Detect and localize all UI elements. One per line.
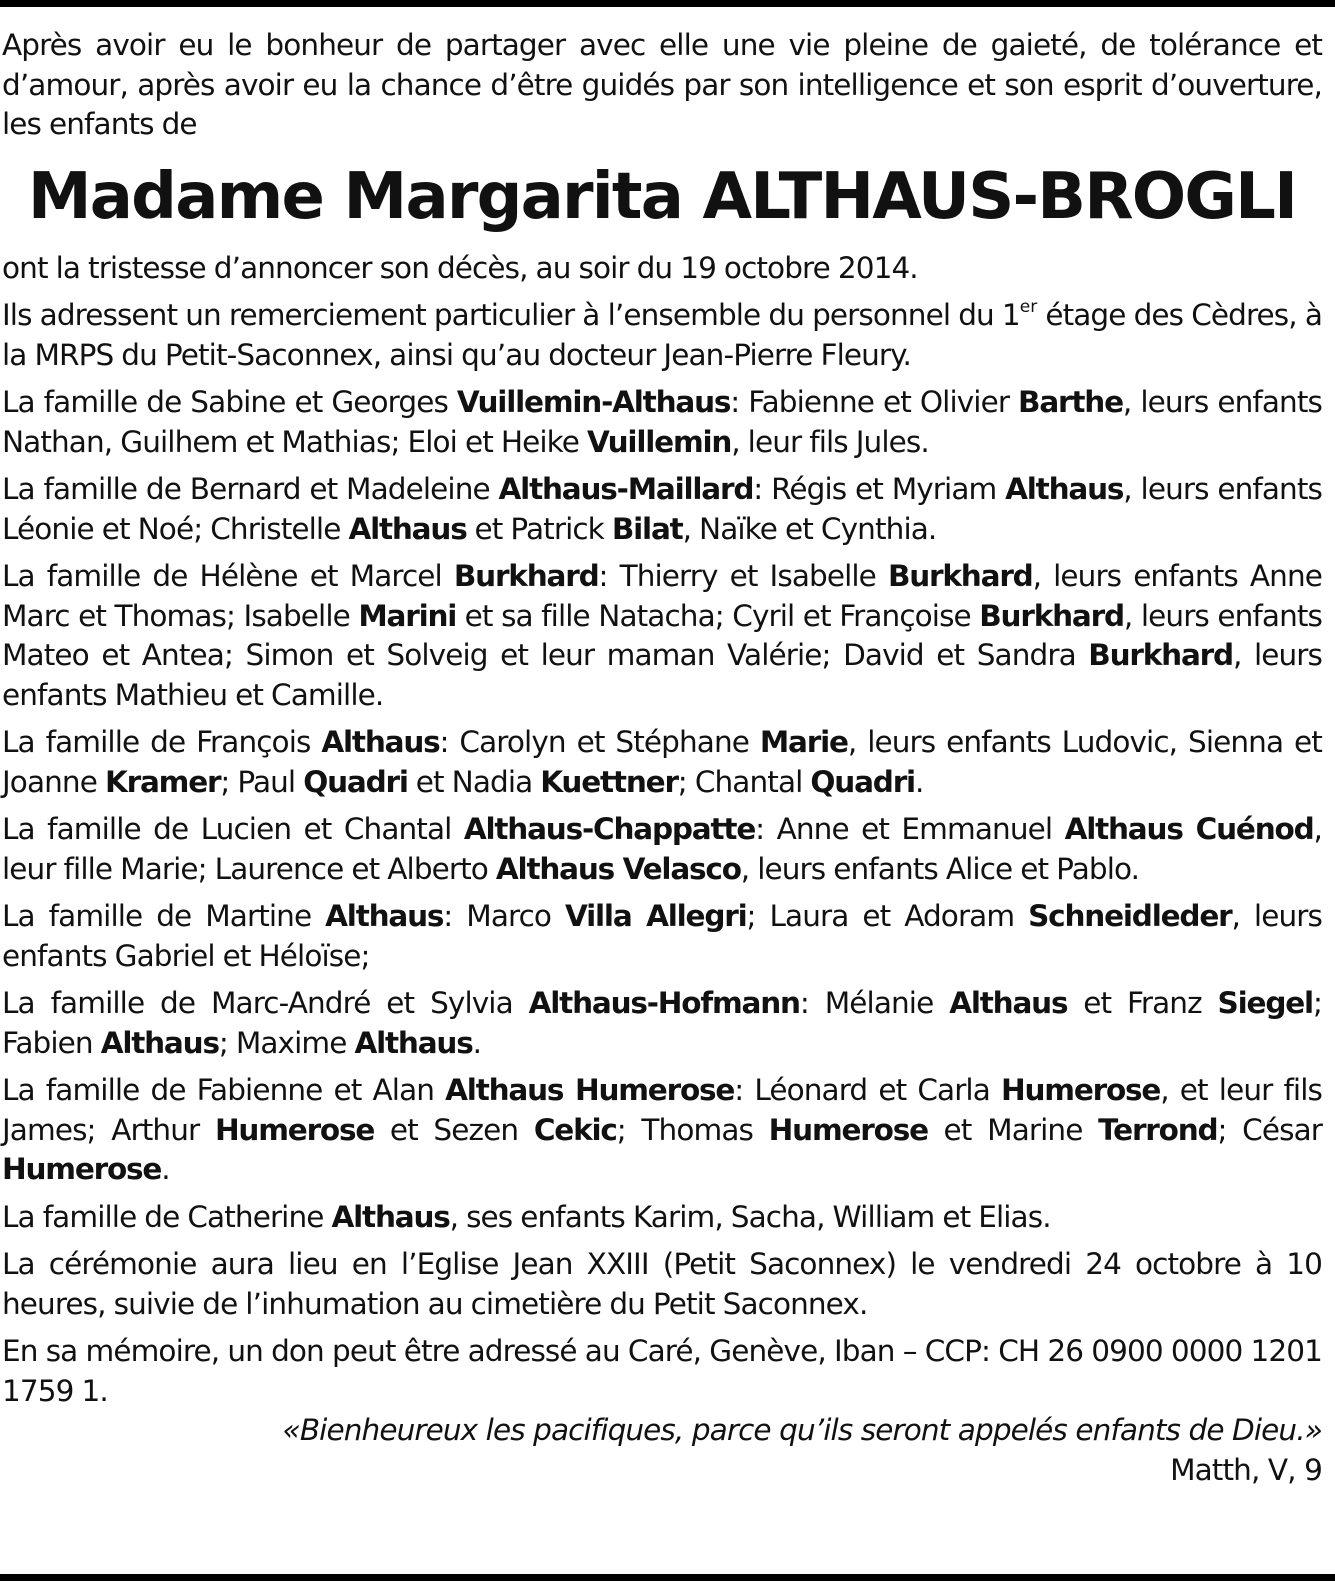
- family-text: La famille de Martine: [2, 899, 326, 933]
- family-text: ; Thomas: [616, 1112, 769, 1147]
- family-surname: Althaus Cuénod: [1064, 812, 1314, 846]
- family-surname: Schneidleder: [1028, 899, 1232, 933]
- family-text: : Mélanie: [799, 986, 950, 1020]
- family-surname: Terrond: [1098, 1112, 1218, 1147]
- family-text: : Anne et Emmanuel: [755, 812, 1065, 846]
- family-surname: Althaus-Hofmann: [528, 986, 800, 1020]
- family-text: et Nadia: [407, 764, 541, 799]
- bible-quote: «Bienheureux les pacifiques, parce qu’ils seront appelés enfants de Dieu.»: [282, 1413, 1322, 1447]
- family-surname: Humerose: [214, 1112, 375, 1147]
- family-paragraph: [2, 557, 1322, 715]
- family-surname: Kramer: [104, 764, 221, 799]
- family-text: , leurs enfants Ludovic, Sienna et Joanne: [2, 725, 1322, 799]
- thanks-superscript: er: [1019, 297, 1038, 317]
- family-text: La famille de Hélène et Marcel: [2, 559, 454, 593]
- donation-paragraph: En sa mémoire, un don peut être adressé au Caré, Genève, Iban – CCP: CH 26 0900 0000 1201 1759 1.: [2, 1334, 1322, 1408]
- family-paragraph: [2, 1198, 1322, 1238]
- family-paragraph: [2, 470, 1322, 549]
- family-paragraph: [2, 383, 1322, 462]
- family-surname: Althaus: [331, 1199, 450, 1234]
- family-surname: Althaus-Maillard: [498, 472, 754, 506]
- family-paragraph: [2, 897, 1322, 976]
- family-text: et Sezen: [374, 1112, 534, 1147]
- bottom-rule: [0, 1574, 1335, 1581]
- thanks-text-before: Ils adressent un remerciement particulier à l’ensemble du personnel du 1: [2, 298, 1020, 332]
- family-text: .: [914, 764, 924, 799]
- family-text: : Léonard et Carla: [734, 1073, 1001, 1107]
- family-paragraph: [2, 723, 1322, 802]
- family-surname: Humerose: [2, 1152, 162, 1186]
- announcement-paragraph: ont la tristesse d’annoncer son décès, au soir du 19 octobre 2014.: [2, 250, 918, 285]
- family-surname: Althaus: [949, 986, 1068, 1020]
- family-text: ; Maxime: [218, 1025, 355, 1060]
- family-surname: Althaus: [348, 511, 467, 546]
- family-surname: Althaus: [325, 899, 444, 933]
- family-surname: Vuillemin-Althaus: [456, 385, 731, 419]
- family-text: ; César: [1217, 1112, 1322, 1147]
- family-text: : Fabienne et Olivier: [730, 385, 1019, 419]
- family-surname: Althaus-Chappatte: [463, 812, 756, 846]
- family-surname: Vuillemin: [587, 424, 732, 459]
- family-surname: Quadri: [303, 764, 408, 799]
- family-surname: Burkhard: [979, 598, 1124, 633]
- family-text: ; Paul: [220, 764, 304, 799]
- family-text: , leurs enfants Anne Marc et Thomas; Isabelle: [2, 559, 1322, 633]
- family-text: : Régis et Myriam: [753, 472, 1006, 506]
- family-surname: Humerose: [1001, 1073, 1161, 1107]
- family-list: [2, 383, 1322, 1237]
- family-text: .: [472, 1025, 482, 1060]
- family-text: La famille de Bernard et Madeleine: [2, 472, 499, 506]
- family-text: La famille de Sabine et Georges: [2, 385, 457, 419]
- family-surname: Siegel: [1217, 986, 1313, 1020]
- family-surname: Burkhard: [887, 559, 1033, 593]
- family-text: La famille de François: [2, 725, 322, 759]
- family-surname: Quadri: [810, 764, 915, 799]
- family-text: La famille de Fabienne et Alan: [2, 1073, 446, 1107]
- family-text: La famille de Marc-André et Sylvia: [2, 986, 529, 1020]
- family-surname: Bilat: [611, 511, 683, 546]
- family-text: ; Fabien: [2, 986, 1322, 1060]
- family-surname: Humerose: [768, 1112, 928, 1147]
- family-surname: Althaus: [321, 725, 440, 759]
- family-surname: Barthe: [1018, 385, 1123, 419]
- family-surname: Villa Allegri: [564, 899, 747, 933]
- family-surname: Althaus: [1005, 472, 1124, 506]
- family-surname: Burkhard: [1088, 638, 1233, 672]
- family-surname: Burkhard: [453, 559, 599, 593]
- top-rule: [0, 0, 1335, 7]
- family-paragraph: [2, 1071, 1322, 1190]
- family-text: : Carolyn et Stéphane: [439, 725, 760, 759]
- family-text: , leurs enfants Alice et Pablo.: [740, 851, 1140, 886]
- family-text: , leur fille Marie; Laurence et Alberto: [2, 812, 1322, 886]
- family-surname: Althaus Velasco: [495, 851, 741, 886]
- family-text: , leurs enfants Mateo et Antea; Simon et Solveig et leur maman Valérie; David et Sandra: [2, 598, 1322, 672]
- family-surname: Marini: [358, 598, 457, 633]
- family-text: et Franz: [1067, 986, 1218, 1020]
- family-text: , leurs enfants Gabriel et Héloïse;: [2, 899, 1322, 973]
- ceremony-paragraph: La cérémonie aura lieu en l’Eglise Jean XXIII (Petit Saconnex) le vendredi 24 octobre à 10 heures, suivie de l’inhumation au cimetière du Petit Saconnex.: [2, 1247, 1322, 1321]
- family-surname: Kuettner: [540, 764, 678, 799]
- family-paragraph: [2, 984, 1322, 1063]
- family-text: : Thierry et Isabelle: [598, 559, 888, 593]
- thanks-paragraph: [2, 296, 1322, 375]
- thanks-text-after: étage des Cèdres, à la MRPS du Petit-Saconnex, ainsi qu’au docteur Jean-Pierre Fleury.: [2, 298, 1322, 372]
- family-text: ; Chantal: [677, 764, 811, 799]
- family-text: ; Laura et Adoram: [746, 899, 1029, 933]
- deceased-name: Madame Margarita ALTHAUS-BROGLI: [27, 159, 1297, 234]
- family-surname: Althaus Humerose: [445, 1073, 735, 1107]
- family-text: La famille de Lucien et Chantal: [2, 812, 464, 846]
- family-text: : Marco: [443, 899, 565, 933]
- family-text: , ses enfants Karim, Sacha, William et Elias.: [449, 1199, 1051, 1234]
- family-text: , Naïke et Cynthia.: [682, 511, 937, 546]
- family-text: , et leur fils James; Arthur: [2, 1073, 1322, 1147]
- family-surname: Althaus: [100, 1025, 219, 1060]
- family-text: , leur fils Jules.: [731, 424, 929, 459]
- family-surname: Cekic: [533, 1112, 617, 1147]
- family-surname: Marie: [759, 725, 848, 759]
- family-text: .: [161, 1152, 170, 1186]
- family-text: et sa fille Natacha; Cyril et Françoise: [456, 598, 980, 633]
- intro-paragraph: Après avoir eu le bonheur de partager avec elle une vie pleine de gaieté, de tolérance et d’amour, après avoir eu la chance d’être guidés par son intelligence et son esprit d’ouverture, les enfants de: [2, 28, 1322, 141]
- family-text: , leurs enfants Nathan, Guilhem et Mathias; Eloi et Heike: [2, 385, 1322, 459]
- family-surname: Althaus: [354, 1025, 473, 1060]
- notice-content: [2, 26, 1322, 1490]
- family-paragraph: [2, 810, 1322, 889]
- family-text: et Marine: [927, 1112, 1099, 1147]
- bible-quote-reference: Matth, V, 9: [1170, 1452, 1322, 1487]
- family-text: , leurs enfants Mathieu et Camille.: [2, 638, 1322, 712]
- family-text: , leurs enfants Léonie et Noé; Christelle: [2, 472, 1322, 546]
- family-text: et Patrick: [466, 511, 612, 546]
- family-text: La famille de Catherine: [2, 1199, 332, 1234]
